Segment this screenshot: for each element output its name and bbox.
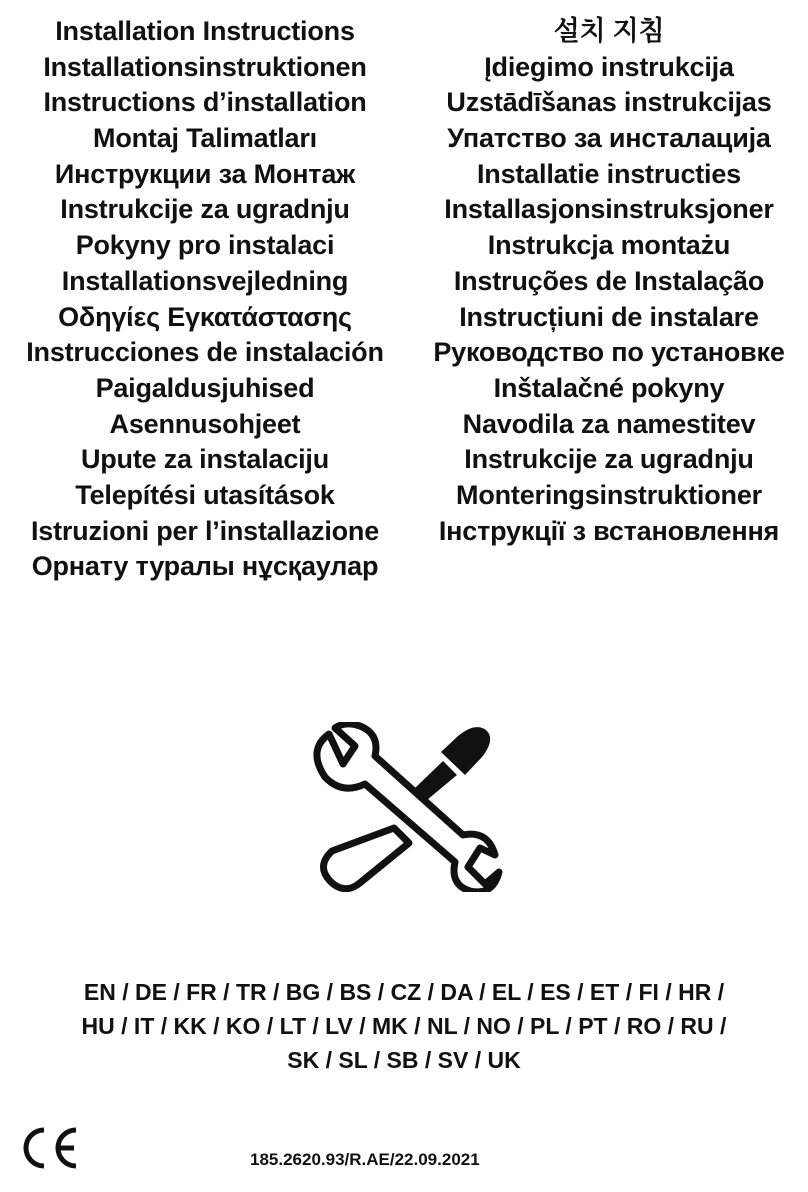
title-fr: Instructions d’installation <box>43 87 367 118</box>
screwdriver-grip-icon <box>323 828 409 889</box>
instruction-titles <box>0 14 808 585</box>
language-codes <box>0 975 808 1077</box>
title-de: Installationsinstruktionen <box>43 51 367 82</box>
title-es: Instrucciones de instalación <box>26 337 384 368</box>
language-codes-line-3: SK / SL / SB / SV / UK <box>287 1047 521 1073</box>
title-ko: 설치 지침 <box>553 16 665 46</box>
titles-right-column <box>410 14 808 585</box>
ce-mark-icon <box>18 1126 80 1170</box>
title-el: Οδηγίες Εγκατάστασης <box>58 301 352 332</box>
language-codes-line-1: EN / DE / FR / TR / BG / BS / CZ / DA / EL / ES / ET / FI / HR / <box>83 979 725 1005</box>
title-hu: Telepítési utasítások <box>75 479 335 510</box>
title-sl: Navodila za namestitev <box>462 408 756 439</box>
title-sv: Monteringsinstruktioner <box>456 479 762 510</box>
title-et: Paigaldusjuhised <box>95 372 315 403</box>
title-hr: Upute za instalaciju <box>80 444 330 475</box>
title-sb: Instrukcije za ugradnju <box>464 444 754 475</box>
title-bs: Instrukcije za ugradnju <box>60 194 350 225</box>
title-lv: Uzstādīšanas instrukcijas <box>446 87 772 118</box>
title-da: Installationsvejledning <box>61 265 349 296</box>
title-it: Istruzioni per l’installazione <box>30 515 380 546</box>
title-nl: Installatie instructies <box>477 158 741 189</box>
title-pl: Instrukcja montażu <box>487 230 731 261</box>
language-codes-line-2: HU / IT / KK / KO / LT / LV / MK / NL / NO / PL / PT / RO / RU / <box>81 1013 727 1039</box>
title-sk: Inštalačné pokyny <box>493 372 725 403</box>
title-cz: Pokyny pro instalaci <box>75 230 335 261</box>
title-no: Installasjonsinstruksjoner <box>444 194 774 225</box>
title-en: Installation Instructions <box>55 16 355 46</box>
title-ro: Instrucțiuni de instalare <box>459 301 759 332</box>
document-reference: 185.2620.93/R.AE/22.09.2021 <box>250 1150 480 1169</box>
title-ru: Руководство по установке <box>433 337 785 368</box>
title-lt: Įdiegimo instrukcija <box>484 51 734 82</box>
title-fi: Asennusohjeet <box>109 408 301 439</box>
title-uk: Інструкції з встановлення <box>438 515 780 546</box>
title-bg: Инструкции за Монтаж <box>54 158 356 189</box>
titles-left-column <box>0 14 410 585</box>
title-pt: Instruções de Instalação <box>453 265 765 296</box>
title-mk: Упатство за инсталација <box>447 123 771 154</box>
title-kk: Орнату туралы нұсқаулар <box>31 551 379 582</box>
title-tr: Montaj Talimatları <box>93 123 317 154</box>
wrench-and-screwdriver-icon <box>305 722 505 892</box>
